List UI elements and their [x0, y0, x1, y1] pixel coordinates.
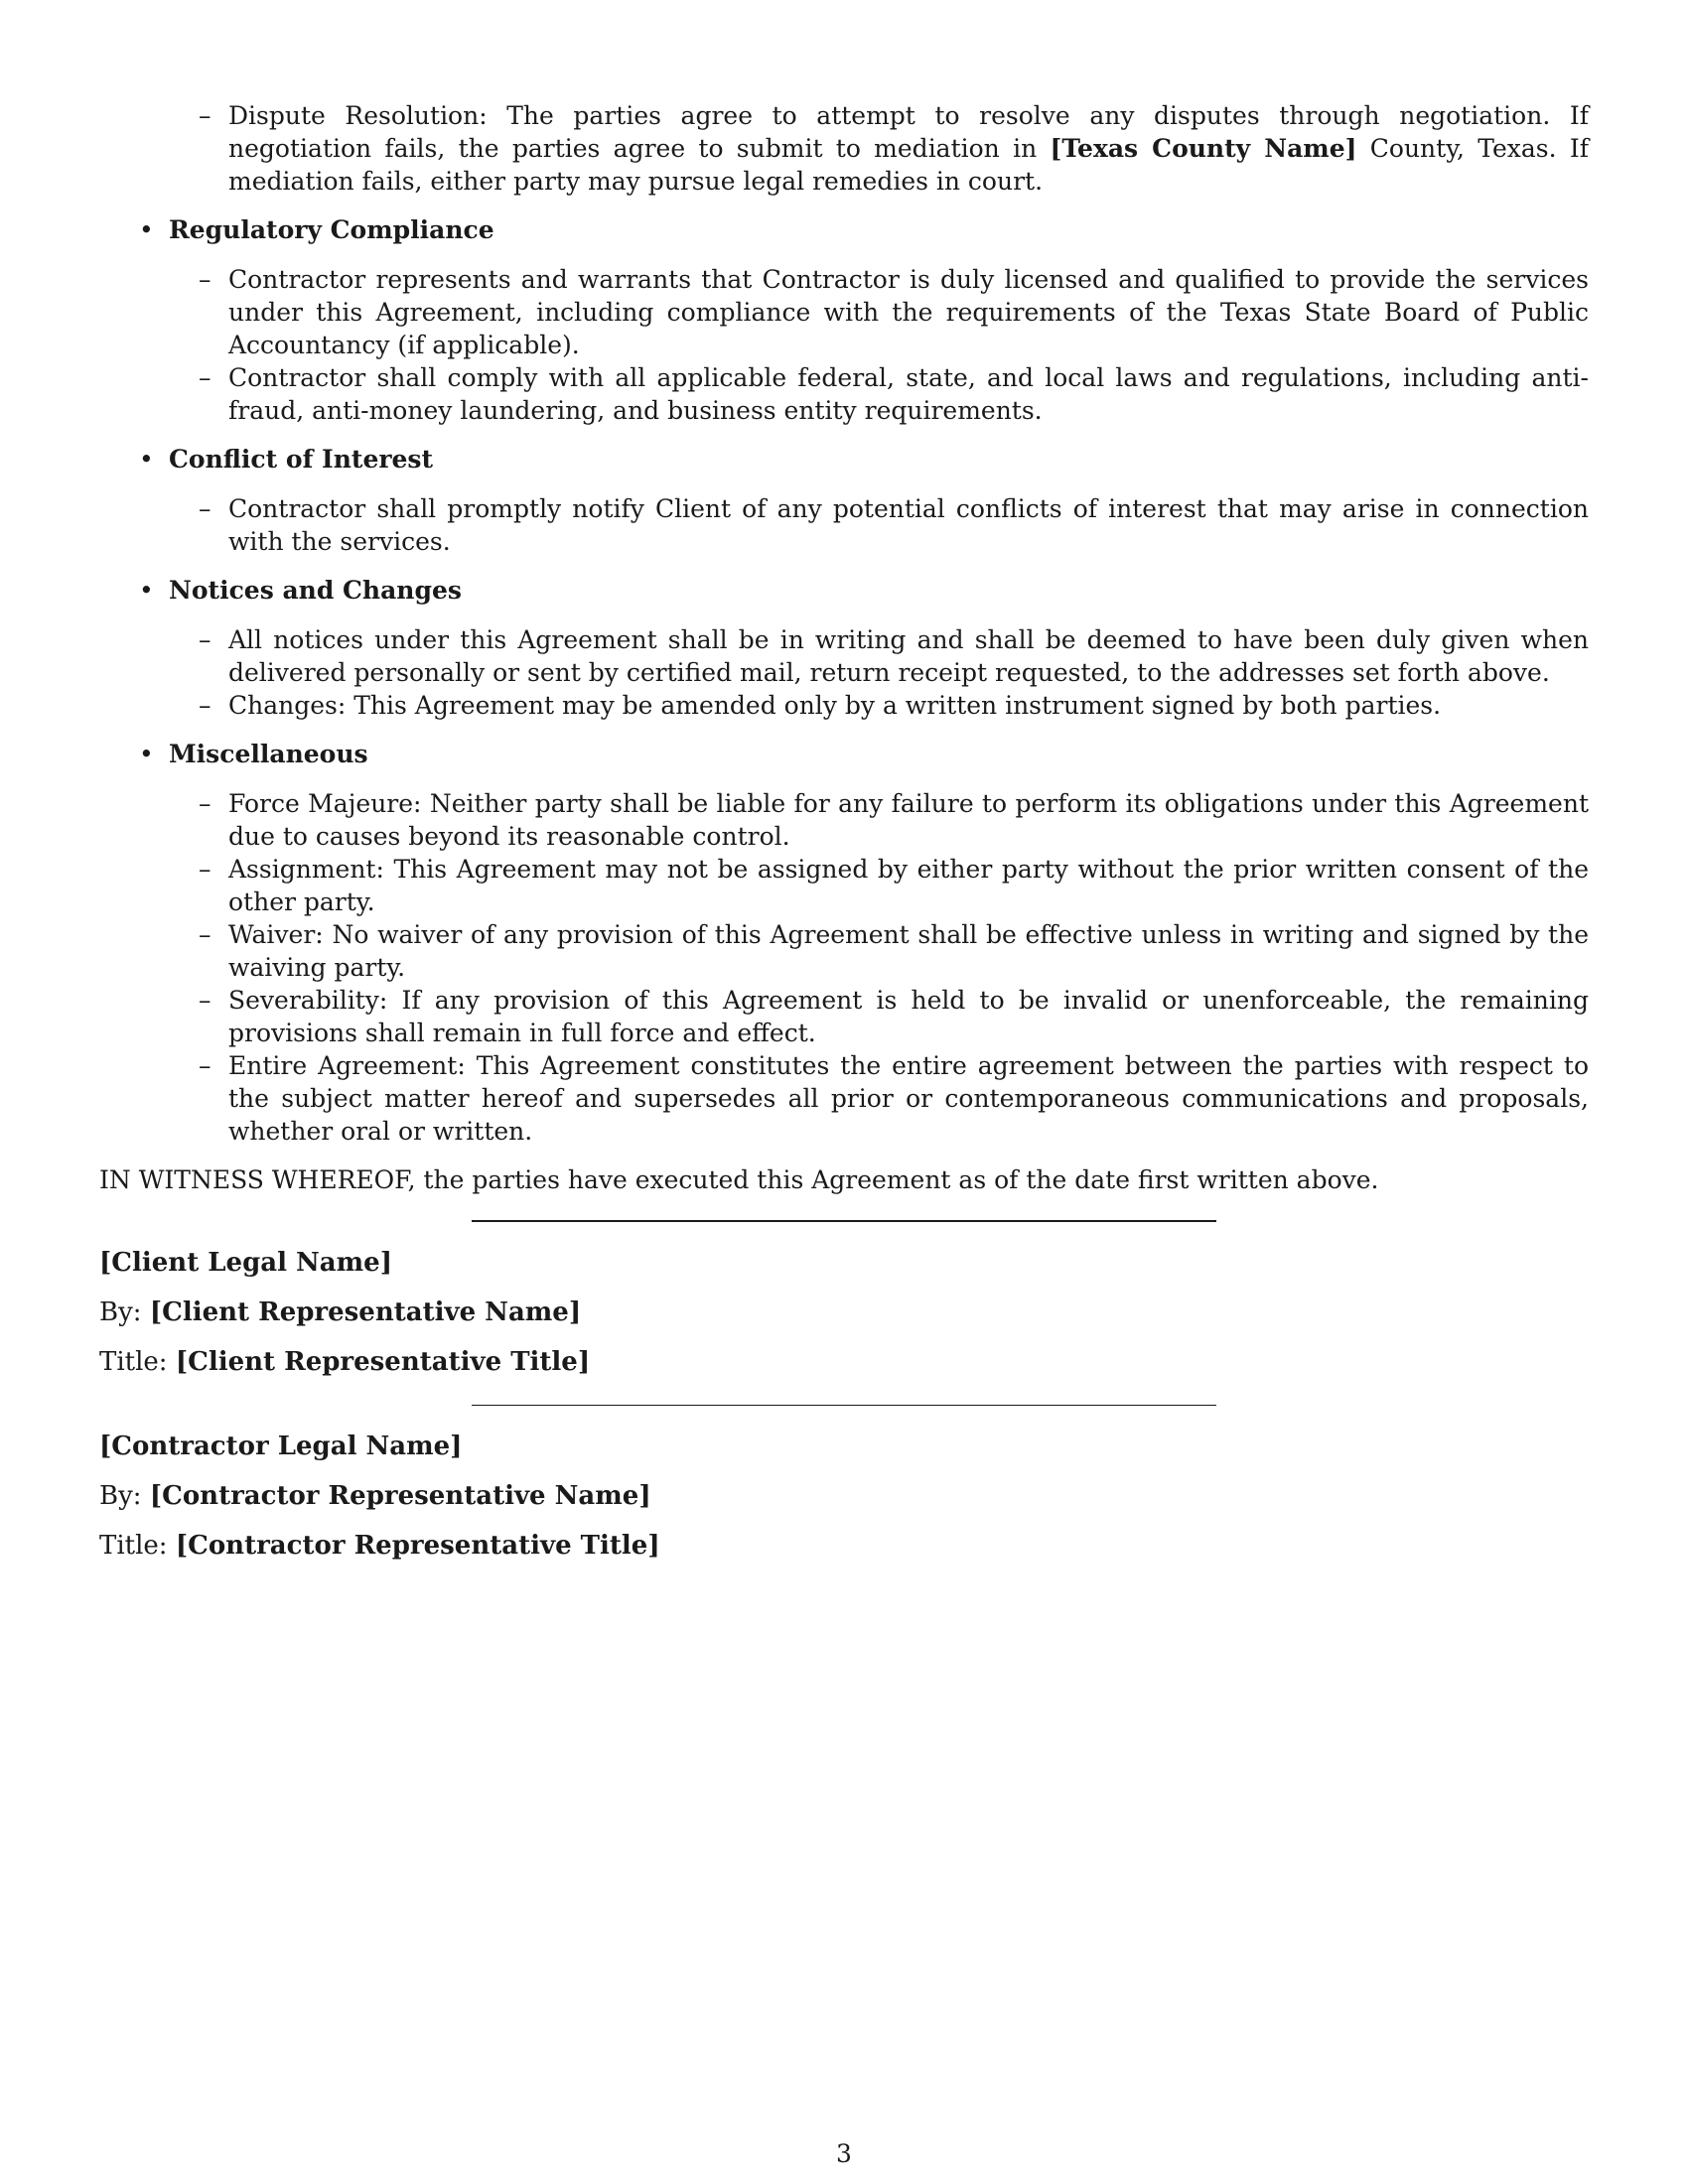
list-item: – Contractor shall comply with all applicable federal, state, and local laws and regulations, including anti-fraud, anti-money laundering, and business entity requirements.	[199, 363, 1589, 425]
list-item: – Assignment: This Agreement may not be assigned by either party without the prior written consent of the other party.	[199, 855, 1589, 916]
dash-icon: –	[199, 789, 211, 818]
witness-clause: IN WITNESS WHEREOF, the parties have executed this Agreement as of the date first written above.	[99, 1165, 1379, 1194]
dash-icon: –	[199, 691, 211, 720]
contractor-legal-name: [Contractor Legal Name]	[99, 1432, 463, 1461]
contractor-signature-line	[472, 1405, 1216, 1406]
page-number: 3	[836, 2139, 852, 2168]
dash-icon: –	[199, 265, 211, 294]
section-heading: • Miscellaneous	[139, 740, 368, 768]
client-title-line: Title: [Client Representative Title]	[99, 1347, 591, 1377]
bullet-icon: •	[139, 740, 154, 768]
section-regulatory-compliance	[99, 213, 1589, 427]
list-item: – Severability: If any provision of this Agreement is held to be invalid or unenforceable, the remaining provisions shall remain in full force and effect.	[199, 986, 1589, 1047]
dash-icon: –	[199, 986, 211, 1015]
dash-icon: –	[199, 363, 211, 392]
client-signature-block	[99, 1246, 1589, 1379]
section-heading: • Conflict of Interest	[139, 445, 434, 474]
list-item: – Entire Agreement: This Agreement constitutes the entire agreement between the parties with respect to the subject matter hereof and supersedes all prior or contemporaneous communications and proposals, whether oral or written.	[199, 1051, 1589, 1146]
dash-icon: –	[199, 1051, 211, 1080]
dash-icon: –	[199, 920, 211, 949]
bullet-icon: •	[139, 445, 154, 474]
dash-icon: –	[199, 855, 211, 884]
list-item: – All notices under this Agreement shall be in writing and shall be deemed to have been duly given when delivered personally or sent by certified mail, return receipt requested, to the addresses set forth above.	[199, 625, 1589, 687]
dash-icon: –	[199, 101, 211, 130]
contractor-title-line: Title: [Contractor Representative Title]	[99, 1531, 660, 1561]
document-body	[99, 99, 1589, 1563]
section-miscellaneous	[99, 738, 1589, 1148]
dispute-resolution-item: – Dispute Resolution: The parties agree to attempt to resolve any disputes through negotiation. If negotiation fails, the parties agree to submit to mediation in [Texas County Name] County, Texas. If mediation fails, either party may pursue legal remedies in court.	[199, 101, 1589, 196]
list-item: – Contractor shall promptly notify Client of any potential conflicts of interest that may arise in connection with the services.	[199, 494, 1589, 556]
list-item: – Contractor represents and warrants that Contractor is duly licensed and qualified to provide the services under this Agreement, including compliance with the requirements of the Texas State Board of Public Accountancy (if applicable).	[199, 265, 1589, 359]
client-signature-line	[472, 1220, 1216, 1222]
contractor-signature-block	[99, 1430, 1589, 1563]
section-heading: • Notices and Changes	[139, 576, 462, 605]
county-placeholder: [Texas County Name]	[1050, 134, 1357, 163]
client-by-line: By: [Client Representative Name]	[99, 1297, 582, 1327]
section-conflict-of-interest	[99, 443, 1589, 558]
list-item: – Force Majeure: Neither party shall be liable for any failure to perform its obligations under this Agreement due to causes beyond its reasonable control.	[199, 789, 1589, 851]
list-item: – Changes: This Agreement may be amended only by a written instrument signed by both parties.	[199, 691, 1442, 720]
section-heading: • Regulatory Compliance	[139, 215, 494, 244]
section-notices-and-changes	[99, 574, 1589, 722]
dash-icon: –	[199, 625, 211, 654]
contractor-by-line: By: [Contractor Representative Name]	[99, 1481, 651, 1511]
dispute-list	[99, 99, 1589, 198]
bullet-icon: •	[139, 215, 154, 244]
dash-icon: –	[199, 494, 211, 523]
client-legal-name: [Client Legal Name]	[99, 1248, 393, 1278]
bullet-icon: •	[139, 576, 154, 605]
list-item: – Waiver: No waiver of any provision of this Agreement shall be effective unless in writing and signed by the waiving party.	[199, 920, 1589, 982]
